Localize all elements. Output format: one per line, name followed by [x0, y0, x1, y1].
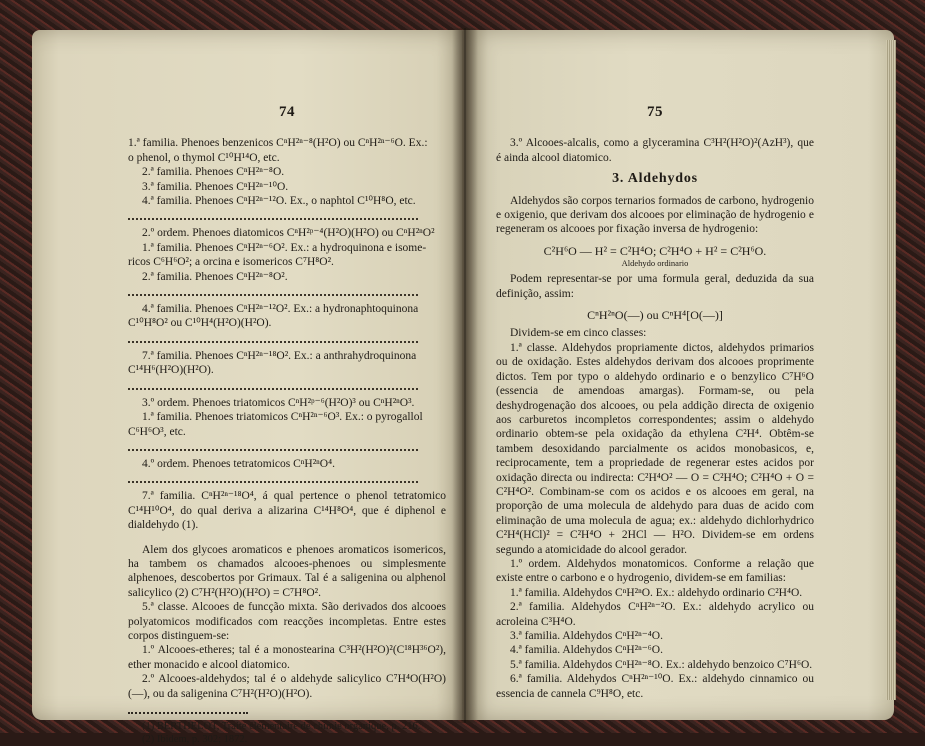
- footnote: (1) BERTHELOT, Traité élémentaire de chimie organique, p. 216.: [142, 721, 421, 732]
- dotted-separator: [128, 210, 418, 220]
- formula-label: Aldehydo ordinario: [621, 258, 689, 269]
- dotted-separator: [128, 333, 418, 343]
- paragraph: 3.º Alcooes-alcalis, como a glyceramina C³H²(H²O)²(AzH³), que é ainda alcool diatomico.: [496, 137, 814, 164]
- text-line: 4.ª familia. Aldehydos CⁿH²ⁿ⁻⁶O.: [510, 644, 663, 657]
- paragraph: Aldehydos são corpos ternarios formados de carbono, hydrogenio e oxigenio, que derivam dos alcooes por eliminação de hydrogenio e regeneram os alcooes por fixação inversa de hydrogenio:: [496, 194, 814, 236]
- dotted-separator: [128, 441, 418, 451]
- dotted-separator: [128, 473, 418, 483]
- paragraph: Alem dos glycoes aromaticos e phenoes aromaticos isomericos, ha tambem os chamados alcooes-phenoes ou simplesmente alphenoes, descobertos por Grimaux. Tal é a saligenina ou alphenol salicylico (2) C⁷H²(H²O)(H²O) = C⁷H⁸O².: [128, 543, 446, 599]
- text-line: 4.º ordem. Phenoes tetratomicos CⁿH²ⁿO⁴.: [142, 457, 335, 470]
- text-line: 4.ª familia. Phenoes CⁿH²ⁿ⁻¹²O. Ex., o naphtol C¹⁰H⁸O, etc.: [142, 195, 416, 208]
- left-page-text: [128, 105, 446, 746]
- text-line: C⁶H⁶O³, etc.: [128, 425, 186, 438]
- dotted-separator: [128, 380, 418, 390]
- paragraph: Podem representar-se por uma formula geral, deduzida da sua definição, assim:: [496, 273, 814, 300]
- text-line: 2.ª familia. Phenoes CⁿH²ⁿ⁻⁸O².: [142, 270, 288, 283]
- text-line: 3.ª familia. Aldehydos CⁿH²ⁿ⁻⁴O.: [510, 630, 663, 642]
- text-line: ricos C⁶H⁶O²; a orcina e isomericos C⁷H⁸O².: [128, 256, 334, 269]
- paragraph: 5.ª classe. Alcooes de funcção mixta. São derivados dos alcooes polyatomicos modificados com reacções incompletas. Entre estes corpos distinguem-se:: [128, 601, 446, 642]
- formula: C²H⁶O — H² = C²H⁴O; C²H⁴O + H² = C²H⁶O.: [543, 243, 767, 258]
- text-line: 3.ª familia. Phenoes CⁿH²ⁿ⁻¹⁰O.: [142, 180, 289, 193]
- dotted-separator: [128, 286, 418, 296]
- page-number-left: 74: [279, 104, 295, 120]
- text-line: C¹⁰H⁸O² ou C¹⁰H⁴(H²O)(H²O).: [128, 317, 272, 330]
- text-line: 2.º ordem. Phenoes diatomicos CⁿH²ᵖ⁻⁴(H²O)(H²O) ou CⁿH²ⁿO²: [142, 227, 435, 240]
- text-line: 6.ª familia. Aldehydos CⁿH²ⁿ⁻¹⁰O. Ex.: aldehydo cinnamico ou essencia de cannela C⁹H⁸O, etc.: [496, 673, 814, 700]
- text-line: 1.ª familia. Phenoes triatomicos CⁿH²ⁿ⁻⁶O³. Ex.: o pyrogallol: [142, 411, 423, 424]
- footnote: (2) Ibidem, p. 302; 1872.: [142, 734, 248, 745]
- paragraph: Dividem-se em cinco classes:: [510, 327, 647, 340]
- text-line: o phenol, o thymol C¹⁰H¹⁴O, etc.: [128, 151, 280, 164]
- footnote-rule: [128, 709, 248, 714]
- text-line: 4.ª familia. Phenoes CⁿH²ⁿ⁻¹²O². Ex.: a hydronaphtoquinona: [142, 303, 419, 316]
- paragraph: 1.ª classe. Aldehydos propriamente dictos, aldehydos primarios ou de oxidação. Estes aldehydos derivam dos alcooes proprimente dictos. Tem por typo o aldehydo ordinario e o benzylico C⁷H⁶O (essencia de amendoas amargas). Formam-se, ou pela deshydrogenação dos alcooes, ou pela addição directa de oxigenio aos carburetos incompletos correspondentes; assim o aldehydo ordinario obtem-se pela oxidação da ethylena C²H⁴. Obtêm-se tambem desoxidando parcialmente os acidos monobasicos, e, reciprocamente, tem a propriedade de regenerar estes acidos por oxidação directa ou indirecta: C²H⁴O² — O = C²H⁴O; C²H⁴O + O = C²H⁴O². Combinam-se com os acidos e os alcooes em geral, na proporção de uma molecula de aldehydo para duas de acido com eliminação de uma molecula de agua; ex.: aldehydo dichlorhydrico C²H⁴(HCl)² = C²H⁴O + 2HCl — H²O. Dividem-se em ordens segundo a atomicidade do alcool gerador.: [496, 341, 814, 556]
- section-title: 3. Aldehydos: [612, 171, 698, 187]
- page-edges: [886, 40, 896, 700]
- text-line: 1.ª familia. Aldehydos CⁿH²ⁿO. Ex.: aldehydo ordinario C²H⁴O.: [510, 586, 803, 599]
- text-line: 1.ª familia. Phenoes CⁿH²ⁿ⁻⁶O². Ex.: a hydroquinona e isome-: [142, 241, 427, 254]
- paragraph: 1.º ordem. Aldehydos monatomicos. Conforme a relação que existe entre o carbono e o hydrogenio, dividem-se em familias:: [496, 557, 814, 585]
- text-line: 2.ª familia. Aldehydos CⁿH²ⁿ⁻²O. Ex.: aldehydo acrylico ou acroleina C³H⁴O.: [496, 601, 814, 628]
- page-number-right: 75: [647, 104, 663, 120]
- paragraph: 2.º Alcooes-aldehydos; tal é o aldehyde salicylico C⁷H⁴O(H²O)(—), ou da saligenina C⁷H²(H²O)(H²O).: [128, 673, 446, 700]
- paragraph: 1.º Alcooes-etheres; tal é a monostearina C³H²(H²O)²(C¹⁸H³⁶O²), ether monacido e alcool diatomico.: [128, 644, 446, 671]
- right-page-text: [496, 105, 814, 701]
- text-line: 2.ª familia. Phenoes CⁿH²ⁿ⁻⁸O.: [142, 166, 285, 179]
- text-line: C¹⁴H⁶(H²O)(H²O).: [128, 364, 214, 377]
- book-gutter: [452, 28, 478, 723]
- paragraph: 7.ª familia. CⁿH²ⁿ⁻¹⁸O⁴, á qual pertence o phenol tetratomico C¹⁴H¹⁰O⁴, do qual deriva a alizarina C¹⁴H⁸O⁴, que é diphenol e dialdehydo (1).: [128, 490, 446, 532]
- formula: CⁿH²ⁿO(—) ou CⁿH⁴[O(—)]: [587, 308, 723, 323]
- text-line: 5.ª familia. Aldehydos CⁿH²ⁿ⁻⁸O. Ex.: aldehydo benzoico C⁷H⁶O.: [510, 658, 813, 671]
- text-line: 7.ª familia. Phenoes CⁿH²ⁿ⁻¹⁸O². Ex.: a anthrahydroquinona: [142, 349, 417, 362]
- text-line: 1.ª familia. Phenoes benzenicos CⁿH²ⁿ⁻⁸(H²O) ou CⁿH²ⁿ⁻⁶O. Ex.:: [128, 137, 428, 150]
- text-line: 3.º ordem. Phenoes triatomicos CⁿH²ᵖ⁻⁶(H²O)³ ou CⁿH²ⁿO³.: [142, 396, 415, 409]
